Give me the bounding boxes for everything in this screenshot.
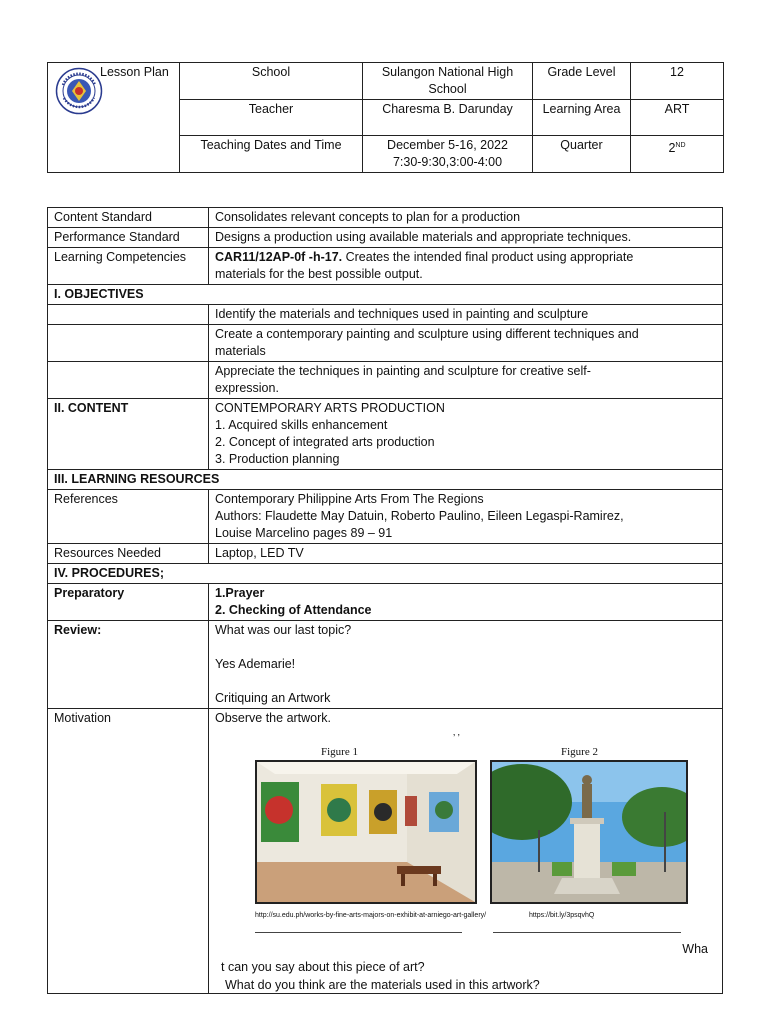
dates-value-date: December 5-16, 2022 (387, 138, 508, 152)
preparatory-item-2: 2. Checking of Attendance (215, 603, 372, 617)
competency-code: CAR11/12AP-0f -h-17. (215, 250, 343, 264)
quarter-number: 2 (668, 141, 676, 155)
review-spacer-2 (215, 673, 716, 690)
preparatory-item-1: 1.Prayer (215, 586, 265, 600)
preparatory-label: Preparatory (48, 584, 209, 621)
preparatory-value (209, 584, 723, 621)
quarter-value (631, 136, 724, 173)
question-2: What do you think are the materials used in this artwork? (225, 978, 540, 992)
school-value: Sulangon National High School (363, 63, 533, 100)
competencies-value (209, 248, 723, 285)
quarter-label: Quarter (533, 136, 631, 173)
objective-2-line1: Create a contemporary painting and sculpture using different techniques and (215, 327, 639, 341)
review-question: What was our last topic? (215, 623, 352, 637)
review-spacer-1 (215, 639, 716, 656)
objective-2-line2: materials (215, 344, 266, 358)
quarter-suffix: ND (675, 142, 686, 149)
lesson-table (47, 207, 723, 994)
objective-2 (209, 325, 723, 362)
references-label: References (48, 490, 209, 544)
learning-area-value: ART (631, 100, 724, 136)
content-title: CONTEMPORARY ARTS PRODUCTION (215, 401, 445, 415)
objective-3 (209, 362, 723, 399)
performance-standard-label: Performance Standard (48, 228, 209, 248)
teacher-value: Charesma B. Darunday (363, 100, 533, 136)
content-standard-value: Consolidates relevant concepts to plan for a production (209, 208, 723, 228)
dates-value-time: 7:30-9:30,3:00-4:00 (392, 155, 503, 169)
references-value (209, 490, 723, 544)
figure-1-underline (255, 932, 462, 933)
content-heading: II. CONTENT (48, 399, 209, 470)
figure-2-monument-image (490, 760, 688, 904)
competency-text-2: materials for the best possible output. (215, 267, 423, 281)
lesson-plan-cell (48, 63, 180, 173)
dates-value (363, 136, 533, 173)
objective-2-blank (48, 325, 209, 362)
teacher-label: Teacher (180, 100, 363, 136)
review-value (209, 621, 723, 709)
question-1-part1: Wha (682, 942, 708, 956)
competencies-label: Learning Competencies (48, 248, 209, 285)
review-answer: Yes Ademarie! (215, 657, 296, 671)
objective-3-blank (48, 362, 209, 399)
motivation-label: Motivation (48, 709, 209, 994)
motivation-content (215, 710, 716, 992)
figure-1-source-link[interactable]: http://su.edu.ph/works-by-fine-arts-majors-on-exhibit-at-arniego-art-gallery/ (255, 912, 487, 919)
learning-resources-heading: III. LEARNING RESOURCES (48, 470, 723, 490)
figure-1-caption: Figure 1 (321, 746, 358, 758)
reference-pages: Louise Marcelino pages 89 – 91 (215, 526, 393, 540)
competency-text-1: Creates the intended final product using appropriate (342, 250, 634, 264)
objective-3-line2: expression. (215, 381, 279, 395)
deped-seal-icon (55, 67, 103, 115)
figure-2-source-link[interactable]: https://bit.ly/3psqvhQ (529, 912, 595, 919)
figure-2-underline (493, 932, 681, 933)
header-table (47, 62, 724, 173)
performance-standard-value: Designs a production using available materials and appropriate techniques. (209, 228, 723, 248)
content-standard-label: Content Standard (48, 208, 209, 228)
review-topic: Critiquing an Artwork (215, 691, 331, 705)
content-item-3: 3. Production planning (215, 452, 340, 466)
objective-3-line1: Appreciate the techniques in painting and sculpture for creative self- (215, 364, 591, 378)
motivation-value (209, 709, 723, 994)
objective-1: Identify the materials and techniques used in painting and sculpture (209, 305, 723, 325)
figure-2-caption: Figure 2 (561, 746, 598, 758)
learning-area-label: Learning Area (533, 100, 631, 136)
content-list (209, 399, 723, 470)
grade-level-label: Grade Level (533, 63, 631, 100)
procedures-heading: IV. PROCEDURES; (48, 564, 723, 584)
reference-authors: Authors: Flaudette May Datuin, Roberto Paulino, Eileen Legaspi-Ramirez, (215, 509, 624, 523)
review-label: Review: (48, 621, 209, 709)
resources-needed-label: Resources Needed (48, 544, 209, 564)
objective-1-blank (48, 305, 209, 325)
content-item-1: 1. Acquired skills enhancement (215, 418, 388, 432)
dates-label: Teaching Dates and Time (180, 136, 363, 173)
reference-title: Contemporary Philippine Arts From The Regions (215, 492, 484, 506)
figure-1-gallery-image (255, 760, 477, 904)
grade-level-value: 12 (631, 63, 724, 100)
school-label: School (180, 63, 363, 100)
lesson-plan-title: Lesson Plan (100, 65, 169, 79)
resources-needed-value: Laptop, LED TV (209, 544, 723, 564)
question-1-part2: t can you say about this piece of art? (221, 960, 425, 974)
content-item-2: 2. Concept of integrated arts production (215, 435, 435, 449)
motivation-intro: Observe the artwork. (215, 711, 332, 725)
stray-marks: ’ ’ (453, 733, 460, 744)
objectives-heading: I. OBJECTIVES (48, 285, 723, 305)
